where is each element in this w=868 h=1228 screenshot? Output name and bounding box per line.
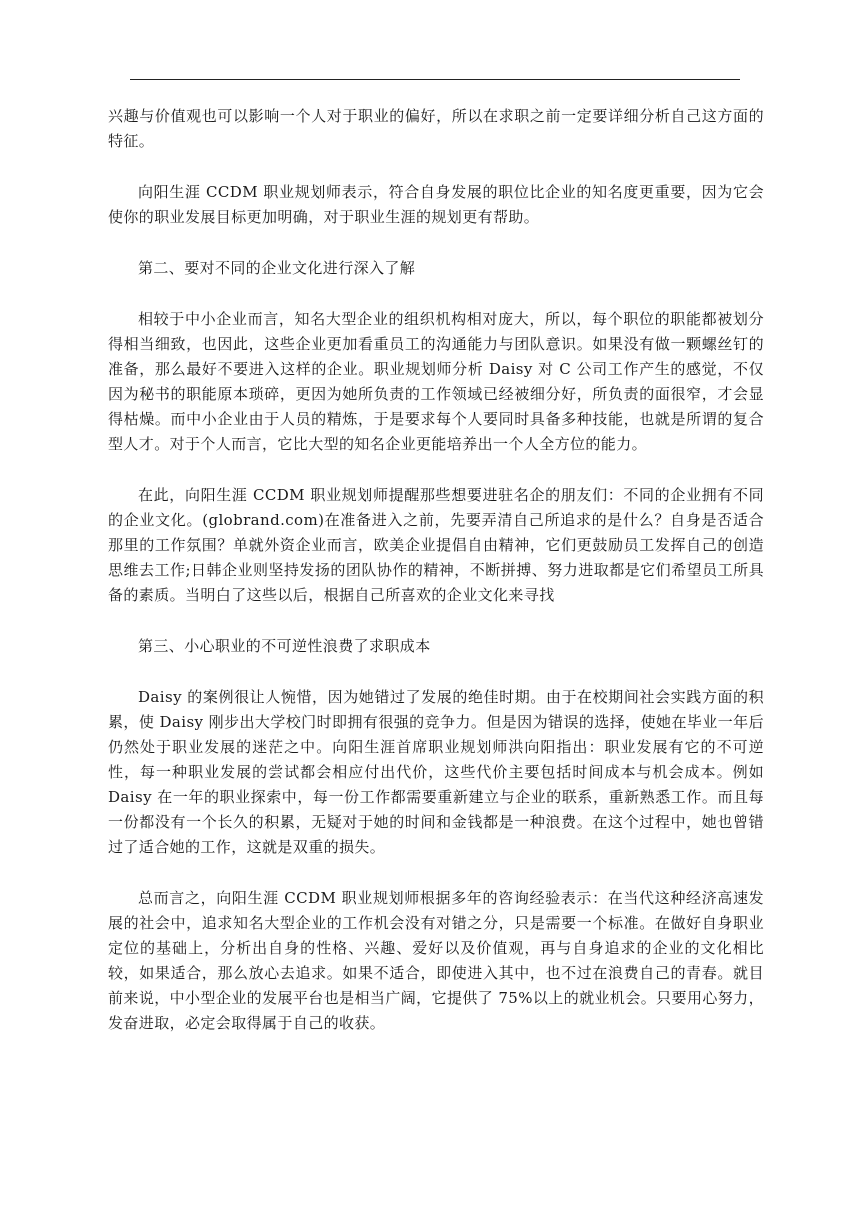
header-rule — [130, 79, 740, 80]
paragraph-daisy-case: Daisy 的案例很让人惋惜，因为她错过了发展的绝佳时期。由于在校期间社会实践方面的积累，使 Daisy 刚步出大学校门时即拥有很强的竞争力。但是因为错误的选择，使她在毕业一年后仍然处于职业发展的迷茫之中。向阳生涯首席职业规划师洪向阳指出：职业发展有它的不可逆性，每一种职业发展的尝试都会相应付出代价，这些代价主要包括时间成本与机会成本。例如 Daisy 在一年的职业探索中，每一份工作都需要重新建立与企业的联系，重新熟悉工作。而且每一份都没有一个长久的积累，无疑对于她的时间和金钱都是一种浪费。在这个过程中，她也曾错过了适合她的工作，这就是双重的损失。 — [108, 688, 764, 856]
paragraph-culture-advice: 在此，向阳生涯 CCDM 职业规划师提醒那些想要进驻名企的朋友们：不同的企业拥有不同的企业文化。(globrand.com)在准备进入之前，先要弄清自己所追求的是什么？自身是否适合那里的工作氛围？单就外资企业而言，欧美企业提倡自由精神，它们更鼓励员工发挥自己的创造思维去工作;日韩企业则坚持发扬的团队协作的精神，不断拼搏、努力进取都是它们希望员工所具备的素质。当明白了这些以后，根据自己所喜欢的企业文化来寻找 — [108, 486, 764, 604]
paragraph-large-vs-small-enterprise: 相较于中小企业而言，知名大型企业的组织机构相对庞大，所以，每个职位的职能都被划分得相当细致，也因此，这些企业更加看重员工的沟通能力与团队意识。如果没有做一颗螺丝钉的准备，那么最好不要进入这样的企业。职业规划师分析 Daisy 对 C 公司工作产生的感觉，不仅因为秘书的职能原本琐碎，更因为她所负责的工作领域已经被细分好，所负责的面很窄，才会显得枯燥。而中小企业由于人员的精炼，于是要求每个人要同时具备多种技能，也就是所谓的复合型人才。对于个人而言，它比大型的知名企业更能培养出一个人全方位的能力。 — [108, 310, 764, 453]
paragraph-conclusion: 总而言之，向阳生涯 CCDM 职业规划师根据多年的咨询经验表示：在当代这种经济高速发展的社会中，追求知名大型企业的工作机会没有对错之分，只是需要一个标准。在做好自身职业定位的基础上，分析出自身的性格、兴趣、爱好以及价值观，再与自身追求的企业的文化相比较，如果适合，那么放心去追求。如果不适合，即使进入其中，也不过在浪费自己的青春。就目前来说，中小型企业的发展平台也是相当广阔，它提供了 75%以上的就业机会。只要用心努力，发奋进取，必定会取得属于自己的收获。 — [108, 889, 764, 1032]
section-heading-irreversibility: 第三、小心职业的不可逆性浪费了求职成本 — [138, 637, 431, 655]
document-body — [108, 104, 764, 1062]
section-heading-corporate-culture: 第二、要对不同的企业文化进行深入了解 — [138, 259, 416, 277]
paragraph-position-importance: 向阳生涯 CCDM 职业规划师表示，符合自身发展的职位比企业的知名度更重要，因为它会使你的职业发展目标更加明确，对于职业生涯的规划更有帮助。 — [108, 183, 764, 226]
paragraph-interest-values: 兴趣与价值观也可以影响一个人对于职业的偏好，所以在求职之前一定要详细分析自己这方面的特征。 — [108, 107, 764, 150]
